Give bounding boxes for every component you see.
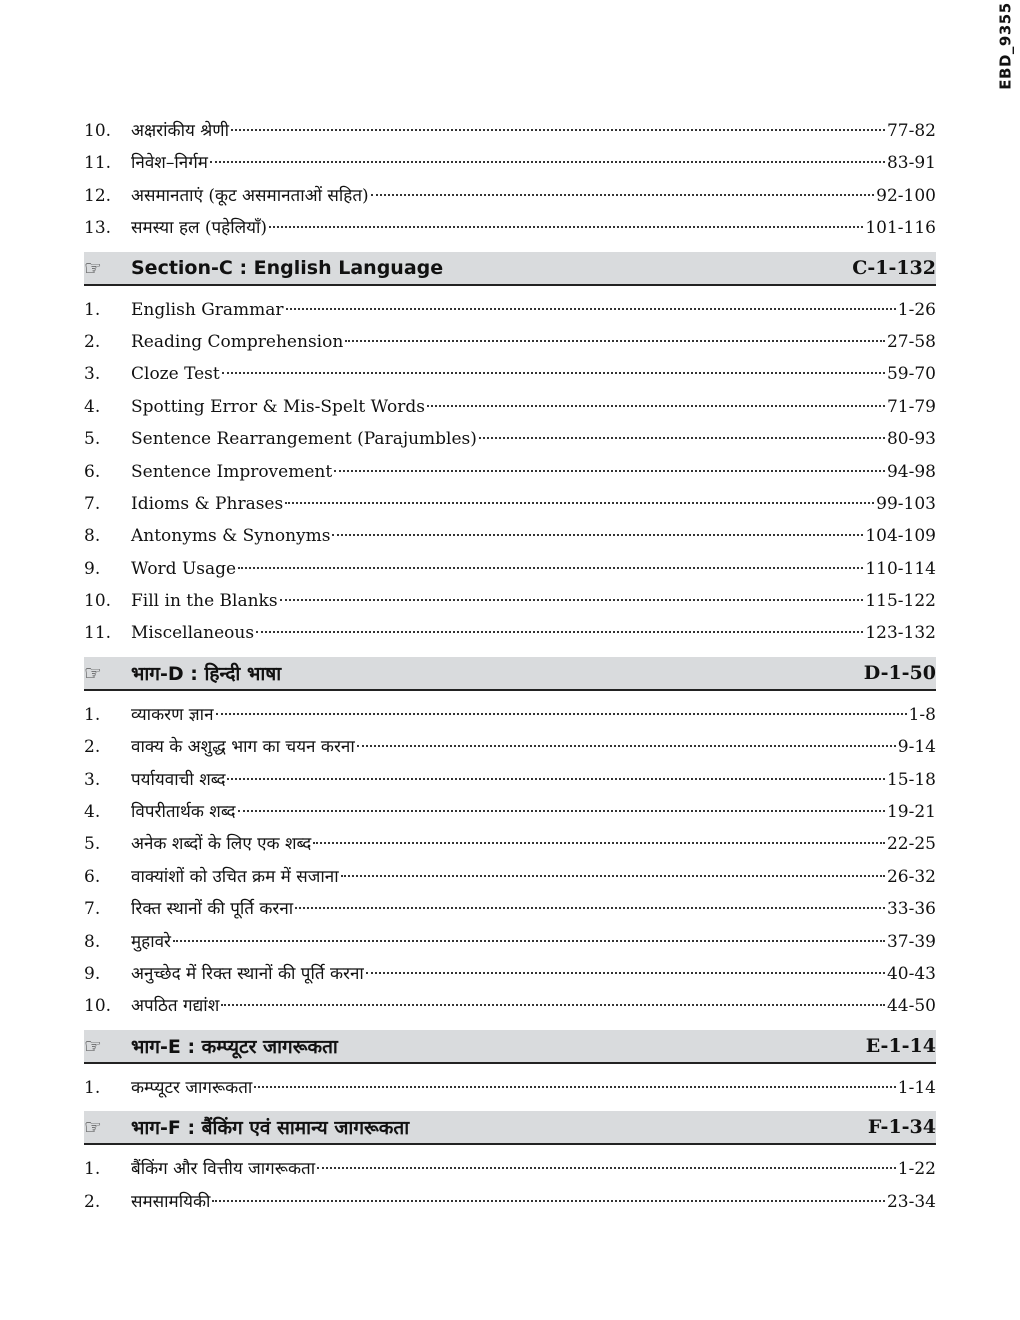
toc-row-pages: 23-34 bbox=[886, 1191, 936, 1212]
toc-row-number: 2. bbox=[84, 331, 101, 352]
toc-row[interactable] bbox=[84, 115, 936, 147]
toc-row[interactable] bbox=[84, 1153, 936, 1185]
toc-row-number: 12. bbox=[84, 185, 112, 206]
toc-row-title: Idioms & Phrases bbox=[131, 493, 284, 514]
dot-leader bbox=[357, 745, 896, 747]
toc-row[interactable] bbox=[84, 990, 936, 1022]
toc-row-number: 11. bbox=[84, 153, 112, 174]
dot-leader bbox=[286, 308, 896, 310]
toc-row[interactable] bbox=[84, 553, 936, 585]
toc-row-pages: 19-21 bbox=[886, 802, 936, 823]
dot-leader bbox=[254, 1086, 895, 1088]
toc-row[interactable] bbox=[84, 731, 936, 763]
toc-row[interactable] bbox=[84, 520, 936, 552]
toc-row[interactable] bbox=[84, 617, 936, 649]
dot-leader bbox=[295, 907, 885, 909]
toc-row-pages: 92-100 bbox=[876, 185, 936, 206]
toc-row-pages: 1-26 bbox=[897, 299, 936, 320]
toc-row-title: Word Usage bbox=[131, 558, 237, 579]
toc-row[interactable] bbox=[84, 926, 936, 958]
dot-leader bbox=[212, 1200, 885, 1202]
toc-row-pages: 40-43 bbox=[886, 963, 936, 984]
toc-row-number: 10. bbox=[84, 996, 112, 1017]
toc-row[interactable] bbox=[84, 861, 936, 893]
toc-row-number: 10. bbox=[84, 121, 112, 141]
toc-row-number: 4. bbox=[84, 396, 101, 417]
toc-row-title: बैंकिंग और वित्तीय जागरूकता bbox=[131, 1159, 316, 1180]
dot-leader bbox=[479, 437, 885, 439]
toc-row-title: मुहावरे bbox=[131, 931, 172, 952]
dot-leader bbox=[221, 1004, 885, 1006]
dot-leader bbox=[280, 599, 864, 601]
toc-row-number: 2. bbox=[84, 737, 101, 758]
toc-row-pages: 77-82 bbox=[886, 121, 936, 141]
section-title: भाग-D : हिन्दी भाषा bbox=[131, 662, 282, 685]
toc-row-number: 6. bbox=[84, 866, 101, 887]
toc-row-number: 4. bbox=[84, 802, 101, 823]
toc-row-title: अपठित गद्यांश bbox=[131, 996, 220, 1017]
dot-leader bbox=[332, 534, 863, 536]
toc-row[interactable] bbox=[84, 358, 936, 390]
toc-row-number: 7. bbox=[84, 493, 101, 514]
section-header-hindi bbox=[84, 657, 936, 691]
toc-row-pages: 71-79 bbox=[886, 396, 936, 417]
section-title: भाग-E : कम्प्यूटर जागरूकता bbox=[131, 1035, 338, 1058]
toc-row-title: वाक्यांशों को उचित क्रम में सजाना bbox=[131, 866, 339, 887]
section-header-computer bbox=[84, 1030, 936, 1064]
toc-row-number: 8. bbox=[84, 526, 101, 547]
dot-leader bbox=[317, 1167, 896, 1169]
toc-row-pages: 94-98 bbox=[886, 461, 936, 482]
toc-row-number: 8. bbox=[84, 931, 101, 952]
toc-row-pages: 22-25 bbox=[886, 834, 936, 855]
section-title: भाग-F : बैंकिंग एवं सामान्य जागरूकता bbox=[131, 1117, 410, 1140]
toc-row-pages: 110-114 bbox=[865, 558, 936, 579]
toc-row[interactable] bbox=[84, 147, 936, 179]
dot-leader bbox=[269, 226, 863, 228]
toc-row-number: 5. bbox=[84, 834, 101, 855]
toc-row-title: अक्षरांकीय श्रेणी bbox=[131, 121, 229, 141]
dot-leader bbox=[366, 972, 885, 974]
toc-row[interactable] bbox=[84, 294, 936, 326]
toc-row[interactable] bbox=[84, 828, 936, 860]
toc-row-title: पर्यायवाची शब्द bbox=[131, 769, 226, 790]
dot-leader bbox=[427, 405, 885, 407]
toc-row[interactable] bbox=[84, 585, 936, 617]
toc-row-title: Antonyms & Synonyms bbox=[131, 526, 331, 547]
toc-row-pages: 115-122 bbox=[865, 591, 936, 612]
toc-row[interactable] bbox=[84, 456, 936, 488]
toc-row-title: वाक्य के अशुद्ध भाग का चयन करना bbox=[131, 737, 355, 758]
toc-row-number: 1. bbox=[84, 299, 101, 320]
pointing-hand-icon: ☞ bbox=[84, 255, 102, 280]
dot-leader bbox=[231, 129, 885, 131]
toc-section-hindi bbox=[84, 699, 936, 1023]
toc-row-title: Cloze Test bbox=[131, 364, 220, 385]
toc-row-number: 6. bbox=[84, 461, 101, 482]
toc-row[interactable] bbox=[84, 764, 936, 796]
toc-row-number: 1. bbox=[84, 704, 101, 725]
toc-row-number: 9. bbox=[84, 963, 101, 984]
toc-row-number: 11. bbox=[84, 623, 112, 644]
toc-row-pages: 37-39 bbox=[886, 931, 936, 952]
section-page-range: F-1-34 bbox=[867, 1116, 936, 1139]
toc-row-pages: 33-36 bbox=[886, 899, 936, 920]
toc-row-number: 5. bbox=[84, 429, 101, 450]
toc-row-pages: 101-116 bbox=[865, 218, 936, 239]
toc-section-english bbox=[84, 294, 936, 650]
toc-row-title: समसामयिकी bbox=[131, 1191, 211, 1212]
toc-row-title: रिक्त स्थानों की पूर्ति करना bbox=[131, 899, 294, 920]
pointing-hand-icon: ☞ bbox=[84, 1033, 102, 1058]
toc-row-pages: 15-18 bbox=[886, 769, 936, 790]
toc-row-title: Fill in the Blanks bbox=[131, 591, 278, 612]
toc-row-number: 1. bbox=[84, 1159, 101, 1180]
toc-row-pages: 83-91 bbox=[886, 153, 936, 174]
toc-row-pages: 104-109 bbox=[865, 526, 936, 547]
toc-row-title: Sentence Improvement bbox=[131, 461, 333, 482]
toc-row-title: Reading Comprehension bbox=[131, 331, 344, 352]
section-page-range: D-1-50 bbox=[863, 661, 936, 684]
toc-row-pages: 1-14 bbox=[897, 1077, 936, 1098]
dot-leader bbox=[334, 470, 885, 472]
toc-row-pages: 26-32 bbox=[886, 866, 936, 887]
toc-row-pages: 123-132 bbox=[865, 623, 936, 644]
section-header-banking bbox=[84, 1111, 936, 1145]
toc-row[interactable] bbox=[84, 326, 936, 358]
dot-leader bbox=[341, 875, 885, 877]
toc-section-continuation bbox=[84, 115, 936, 245]
pointing-hand-icon: ☞ bbox=[84, 1115, 102, 1140]
toc-row-pages: 59-70 bbox=[886, 364, 936, 385]
toc-row-title: Miscellaneous bbox=[131, 623, 255, 644]
toc-row-title: अनुच्छेद में रिक्त स्थानों की पूर्ति करना bbox=[131, 963, 364, 984]
toc-row[interactable] bbox=[84, 1186, 936, 1218]
toc-row-pages: 1-22 bbox=[897, 1159, 936, 1180]
pointing-hand-icon: ☞ bbox=[84, 660, 102, 685]
section-page-range: E-1-14 bbox=[865, 1034, 936, 1057]
dot-leader bbox=[345, 340, 885, 342]
section-title: Section-C : English Language bbox=[131, 256, 444, 279]
document-code-label bbox=[992, 0, 1020, 92]
toc-row-title: समस्या हल (पहेलियाँ) bbox=[131, 218, 268, 239]
toc-row-pages: 99-103 bbox=[876, 493, 936, 514]
toc-row[interactable] bbox=[84, 796, 936, 828]
toc-row-pages: 27-58 bbox=[886, 331, 936, 352]
toc-row-title: कम्प्यूटर जागरूकता bbox=[131, 1077, 253, 1098]
document-code-text: EBD_9355 bbox=[997, 2, 1016, 90]
toc-row[interactable] bbox=[84, 391, 936, 423]
toc-row-number: 1. bbox=[84, 1077, 101, 1098]
toc-row-pages: 80-93 bbox=[886, 429, 936, 450]
dot-leader bbox=[222, 372, 885, 374]
toc-row[interactable] bbox=[84, 958, 936, 990]
toc-row-pages: 9-14 bbox=[897, 737, 936, 758]
toc-row[interactable] bbox=[84, 488, 936, 520]
section-page-range: C-1-132 bbox=[852, 256, 936, 279]
dot-leader bbox=[210, 161, 885, 163]
toc-row-title: व्याकरण ज्ञान bbox=[131, 704, 214, 725]
toc-row[interactable] bbox=[84, 893, 936, 925]
table-of-contents bbox=[84, 115, 936, 1218]
toc-row[interactable] bbox=[84, 1072, 936, 1104]
toc-row-number: 13. bbox=[84, 218, 112, 239]
toc-row[interactable] bbox=[84, 423, 936, 455]
dot-leader bbox=[313, 842, 885, 844]
dot-leader bbox=[216, 713, 907, 715]
toc-row-number: 3. bbox=[84, 769, 101, 790]
toc-row-number: 10. bbox=[84, 591, 112, 612]
toc-row[interactable] bbox=[84, 180, 936, 212]
toc-row-number: 7. bbox=[84, 899, 101, 920]
section-header-english bbox=[84, 252, 936, 286]
dot-leader bbox=[238, 567, 863, 569]
toc-row-pages: 1-8 bbox=[908, 704, 936, 725]
dot-leader bbox=[256, 631, 863, 633]
toc-row-pages: 44-50 bbox=[886, 996, 936, 1017]
toc-row[interactable] bbox=[84, 699, 936, 731]
toc-section-banking bbox=[84, 1153, 936, 1218]
dot-leader bbox=[371, 194, 875, 196]
toc-row-title: अनेक शब्दों के लिए एक शब्द bbox=[131, 834, 312, 855]
toc-row-title: विपरीतार्थक शब्द bbox=[131, 802, 236, 823]
toc-row-title: असमानताएं (कूट असमानताओं सहित) bbox=[131, 185, 369, 206]
toc-row-title: Sentence Rearrangement (Parajumbles) bbox=[131, 429, 477, 450]
toc-row-number: 9. bbox=[84, 558, 101, 579]
toc-row-number: 3. bbox=[84, 364, 101, 385]
toc-row-title: Spotting Error & Mis-Spelt Words bbox=[131, 396, 425, 417]
dot-leader bbox=[173, 940, 885, 942]
toc-row[interactable] bbox=[84, 212, 936, 244]
toc-section-computer bbox=[84, 1072, 936, 1104]
toc-row-number: 2. bbox=[84, 1191, 101, 1212]
dot-leader bbox=[238, 810, 885, 812]
dot-leader bbox=[227, 778, 885, 780]
toc-row-title: English Grammar bbox=[131, 299, 284, 320]
toc-row-title: निवेश–निर्गम bbox=[131, 153, 208, 174]
dot-leader bbox=[285, 502, 874, 504]
